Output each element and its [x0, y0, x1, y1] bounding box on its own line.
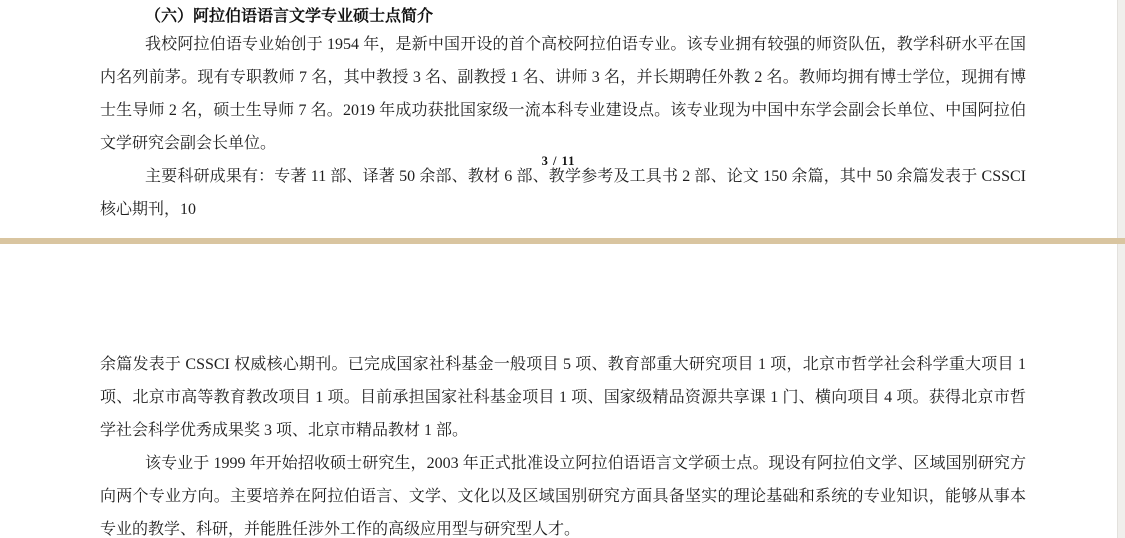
paragraph: 主要科研成果有：专著 11 部、译著 50 余部、教材 6 部、教学参考及工具书 2 部、论文 150 余篇，其中 50 余篇发表于 CSSCI 核心期刊，10: [100, 168, 1026, 218]
section-heading: （六）阿拉伯语语言文学专业硕士点简介: [145, 8, 434, 25]
paragraph: 该专业于 1999 年开始招收硕士研究生，2003 年正式批准设立阿拉伯语语言文学硕士点。现设有阿拉伯文学、区域国别研究方向两个专业方向。主要培养在阿拉伯语言、文学、文化以及区域国别研究方面具备坚实的理论基础和系统的专业知识，能够从事本专业的教学、科研，并能胜任涉外工作的高级应用型与研究型人才。: [100, 455, 1026, 538]
page-right-edge: [1117, 0, 1125, 538]
paragraph: 余篇发表于 CSSCI 权威核心期刊。已完成国家社科基金一般项目 5 项、教育部重大研究项目 1 项，北京市哲学社会科学重大项目 1 项、北京市高等教育教改项目 1 项。目前承担国家社科基金项目 1 项、国家级精品资源共享课 1 门、横向项目 4 项。获得北京市哲学社会科学优秀成果奖 3 项、北京市精品教材 1 部。: [100, 356, 1026, 439]
page-4-body: [100, 348, 1026, 538]
page-separator: [0, 238, 1125, 244]
page-number: 3 / 11: [541, 154, 576, 168]
page-3-body: [100, 28, 1026, 226]
paragraph: 我校阿拉伯语专业始创于 1954 年，是新中国开设的首个高校阿拉伯语专业。该专业拥有较强的师资队伍，教学科研水平在国内名列前茅。现有专职教师 7 名，其中教授 3 名、副教授 1 名、讲师 3 名，并长期聘任外教 2 名。教师均拥有博士学位，现拥有博士生导师 2 名，硕士生导师 7 名。2019 年成功获批国家级一流本科专业建设点。该专业现为中国中东学会副会长单位、中国阿拉伯文学研究会副会长单位。: [100, 36, 1026, 152]
